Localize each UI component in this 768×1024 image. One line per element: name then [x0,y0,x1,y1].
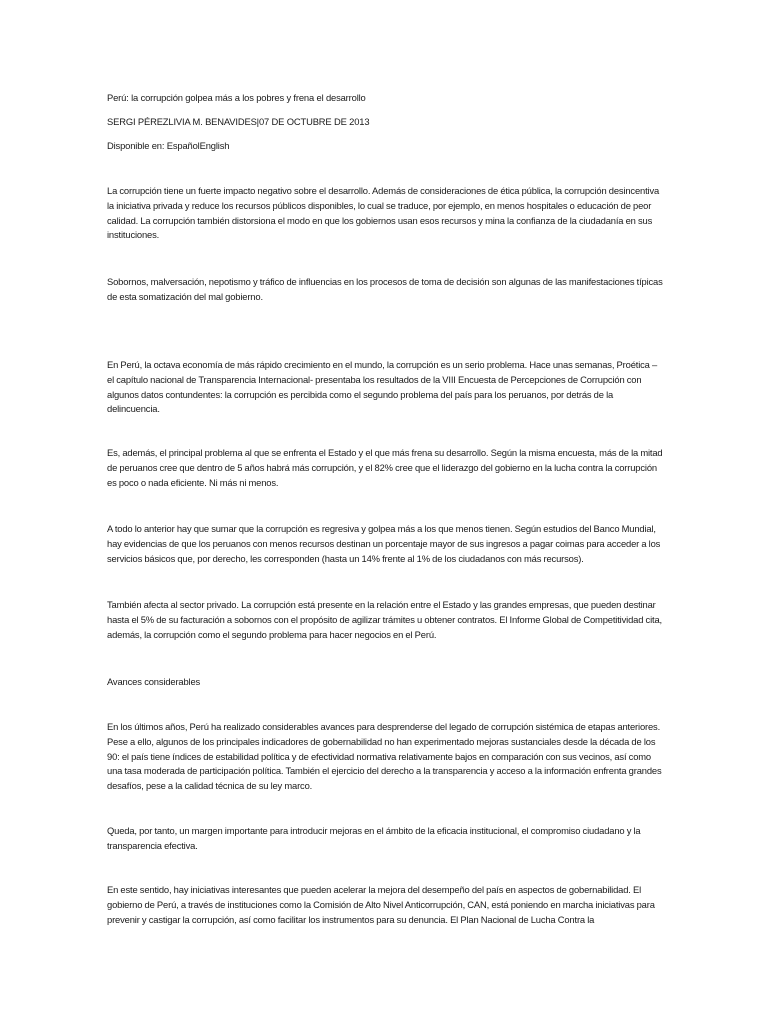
paragraph: A todo lo anterior hay que sumar que la corrupción es regresiva y golpea más a los que menos tienen. Según estudios del Banco Mundial, hay evidencias de que los peruanos con menos recursos destinan un porcentaje mayor de sus ingresos a pagar coimas para acceder a los servicios básicos que, por derecho, les corresponden (hasta un 14% frente al 1% de los ciudadanos con más recursos). [107,523,661,564]
paragraph: Sobornos, malversación, nepotismo y tráfico de influencias en los procesos de toma de decisión son algunas de las manifestaciones típicas de esta somatización del mal gobierno. [107,276,663,302]
paragraph: En los últimos años, Perú ha realizado considerables avances para desprenderse del legado de corrupción sistémica de etapas anteriores. Pese a ello, algunos de los principales indicadores de gobernabilidad no han experimentado mejoras sustanciales desde la década de los 90: el país tiene índices de estabilidad política y de efectividad normativa relativamente bajos en comparación con sus vecinos, así como una tasa moderada de participación política. También el ejercicio del derecho a la transparencia y acceso a la información enfrenta grandes desafíos, pese a la calidad técnica de su ley marco. [107,721,662,792]
paragraph: Es, además, el principal problema al que se enfrenta el Estado y el que más frena su desarrollo. Según la misma encuesta, más de la mitad de peruanos cree que dentro de 5 años habrá más corrupción, y el 82% cree que el liderazgo del gobierno en la lucha contra la corrupción es poco o nada eficiente. Ni más ni menos. [107,447,663,488]
byline: SERGI PÉREZLIVIA M. BENAVIDES|07 DE OCTUBRE DE 2013 [107,116,370,127]
paragraph: En Perú, la octava economía de más rápido crecimiento en el mundo, la corrupción es un serio problema. Hace unas semanas, Proética –el capítulo nacional de Transparencia Internacional- presentaba los resultados de la VIII Encuesta de Percepciones de Corrupción con algunos datos contundentes: la corrupción es percibida como el segundo problema del país para los peruanos, por detrás de la delincuencia. [107,359,658,415]
article-title: Perú: la corrupción golpea más a los pobres y frena el desarrollo [107,92,366,103]
availability-line: Disponible en: EspañolEnglish [107,140,230,151]
paragraph: La corrupción tiene un fuerte impacto negativo sobre el desarrollo. Además de consideraciones de ética pública, la corrupción desincentiva la iniciativa privada y reduce los recursos públicos disponibles, lo cual se traduce, por ejemplo, en menos hospitales o educación de peor calidad. La corrupción también distorsiona el modo en que los gobiernos usan esos recursos y mina la confianza de la ciudadanía en sus instituciones. [107,185,660,241]
section-heading: Avances considerables [107,676,201,687]
paragraph: En este sentido, hay iniciativas interesantes que pueden acelerar la mejora del desempeño del país en aspectos de gobernabilidad. El gobierno de Perú, a través de instituciones como la Comisión de Alto Nivel Anticorrupción, CAN, está poniendo en marcha iniciativas para prevenir y castigar la corrupción, así como facilitar los instrumentos para su denuncia. El Plan Nacional de Lucha Contra la [107,884,655,925]
paragraph: Queda, por tanto, un margen importante para introducir mejoras en el ámbito de la eficacia institucional, el compromiso ciudadano y la transparencia efectiva. [107,825,641,851]
paragraph: También afecta al sector privado. La corrupción está presente en la relación entre el Estado y las grandes empresas, que pueden destinar hasta el 5% de su facturación a sobornos con el propósito de agilizar trámites u obtener contratos. El Informe Global de Competitividad cita, además, la corrupción como el segundo problema para hacer negocios en el Perú. [107,599,662,640]
